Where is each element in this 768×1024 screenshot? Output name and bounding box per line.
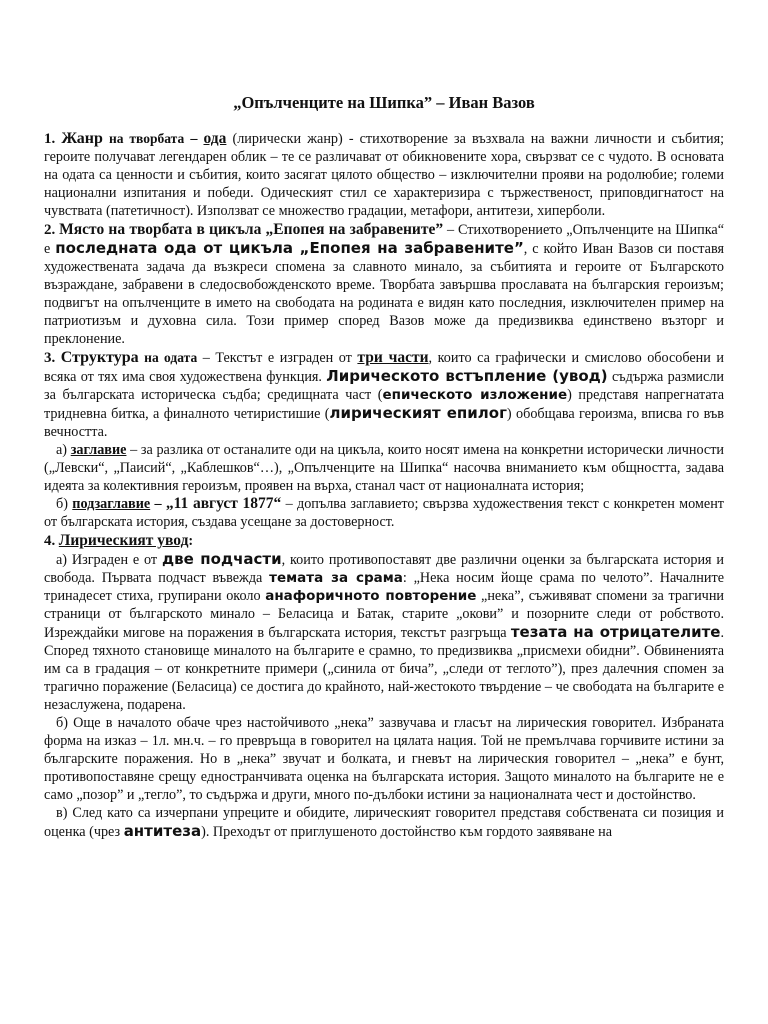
section-place-in-cycle [44, 221, 724, 348]
structure-heading: Структура [60, 349, 139, 366]
structure-epic-exposition: епическото изложение [382, 387, 568, 403]
intro-c-antithesis: антитеза [123, 822, 202, 840]
structure-three-parts: три части [357, 349, 429, 366]
genre-heading-suffix: на творбата [108, 131, 185, 146]
document-title: „Опълченците на Шипка” – Иван Вазов [233, 93, 535, 112]
place-heading: Място на творбата в цикъла „Епопея на забравените” [59, 221, 444, 238]
structure-point-a [44, 441, 724, 495]
section-number: 4. [44, 533, 56, 549]
genre-heading: Жанр [61, 130, 103, 147]
point-a-title: заглавие [70, 442, 127, 458]
point-b-date: „11 август 1877“ [165, 495, 282, 512]
place-text-2: , с който Иван Вазов си поставя художествената задача да възкреси спомена за славното минало, за събитията и героите от Българското възраждане, забравени в следосвобожденското време. Творбата завършва прославата на българския героизъм; подвигът на опълченците в името на свободата на родината е видян като последния, изключителен пример на патриотизъм и духовна сила. Този пример според Вазов може да предизвиква единствено възторг и преклонение. [44, 241, 724, 347]
intro-c-text-0: в) След като са изчерпани упреците и обидите, лирическият говорител представя собствената си позиция и оценка (чрез [44, 805, 724, 840]
intro-a-theme-of-shame: темата за срама [269, 570, 403, 586]
point-b-text: – допълва заглавието; свързва художествения текст с конкретен момент от българската история, създава усещане за достоверност. [44, 496, 724, 530]
structure-lyrical-epilogue: лирическият епилог [329, 404, 507, 422]
point-marker: а) [56, 442, 68, 458]
section-number: 1. [44, 131, 56, 147]
structure-text-3: съдържа размисли за българската историческа съдба; средищната част ( [44, 369, 724, 403]
section-genre [44, 130, 724, 220]
structure-text-5: ) обобщава героизма, вписва го във вечността. [44, 406, 724, 440]
intro-a-text-4: . Според тяхното становище миналото на българите е срамно, то предизвиква „присмехи обидни”. Обвиненията им са в градация – от конкретните примери („синила от бича”, „следи от теглото”), през далечния спомен за трагично поражение (Беласица) се достига до крайното, най-жестокото твърдение – че свободата на българите е незаслужена, подарена. [44, 625, 725, 713]
intro-a-text-3: „нека”, съживяват спомени за трагични страници от българското минало – Беласица и Батак, старите „окови” и позорните следи от робството. Изреждайки мигове на поражения в българската история, текстът разгръща [44, 588, 724, 641]
intro-point-b [44, 714, 724, 804]
structure-text-2: , които са графически и смислово обособени и всяка от тях има своя художествена функция. [44, 350, 724, 385]
section-number: 3. [44, 350, 56, 366]
structure-heading-suffix: на одата [144, 350, 198, 365]
intro-c-text-1: ). Преходът от приглушеното достойнство към гордото заявяване на [201, 824, 613, 840]
genre-text: (лирически жанр) - стихотворение за възхвала на важни личности и събития; героите получават легендарен облик – те се различават от обикновените хора, свързват се с чудото. В основата на одата са ценности и събития, които засягат цялото общество – изключителни прояви на родолюбие; големи национални изпитания и победи. Одическият стил се характеризира с тържественост, приповдигнатост на чувствата (патетичност). Използват се множество градации, метафори, антитези, хиперболи. [44, 131, 725, 219]
section-number: 2. [44, 222, 56, 238]
structure-lyrical-intro: Лирическото встъпление (увод) [326, 367, 608, 385]
point-a-text: – за разлика от останалите оди на цикъла, които носят имена на конкретни исторически личности („Левски“, „Паисий“, „Каблешков“…), „Опълченците на Шипка“ насочва вниманието към общността, задава идеята за колективния героизъм, проявен на върха, станал част от националната история; [44, 442, 725, 494]
intro-a-anaphora: анафоричното повторение [265, 588, 477, 604]
intro-a-text-1: , които противопоставят две различни оценки за българската история и свобода. Първата подчаст въвежда [44, 552, 725, 586]
heading-colon: : [188, 533, 194, 549]
intro-a-text-0: а) Изграден е от [56, 552, 158, 568]
dash: – [154, 496, 162, 512]
intro-b-text: б) Още в началото обаче чрез настойчивото „нека” зазвучава и гласът на лирическия говорител. Избраната форма на изказ – 1л. мн.ч. – го превръща в говорител на цялата нация. Той не премълчава горчивите истини за българските поражения. Но в „нека” звучат и болката, и гневът на лирическия говорител – „нека” е бунт, противопоставяне срещу едностранчивата оценка на българската история. Защото миналото на българите не е само „позор” и „тегло”, то съдържа и други, много по-дълбоки истини за националната чест и достойнство. [44, 715, 724, 803]
dash: – [190, 131, 198, 147]
intro-a-text-2: : „Нека носим йоще срама по челото”. Началните тринадесет стиха, групирани около [44, 570, 724, 604]
place-text-1: – Стихотворението „Опълченците на Шипка“ е [44, 222, 725, 257]
intro-a-two-subparts: две подчасти [162, 550, 282, 568]
point-marker: б) [56, 496, 68, 512]
genre-ode-term: ода [203, 130, 227, 147]
intro-point-c [44, 804, 724, 841]
lyrical-intro-heading: Лирическият увод [58, 532, 189, 549]
section-lyrical-intro [44, 532, 724, 550]
intro-a-thesis: тезата на отрицателите [510, 623, 721, 641]
section-structure [44, 349, 724, 441]
structure-text-1: – Текстът е изграден от [202, 350, 352, 366]
structure-point-b [44, 495, 724, 531]
structure-text-4: ) представя напрегнатата тридневна битка, а финалното четиристишие ( [44, 387, 724, 422]
point-b-subtitle: подзаглавие [72, 496, 151, 512]
place-bold-last-ode: последната ода от цикъла „Епопея на забравените” [55, 239, 524, 257]
intro-point-a [44, 550, 724, 714]
